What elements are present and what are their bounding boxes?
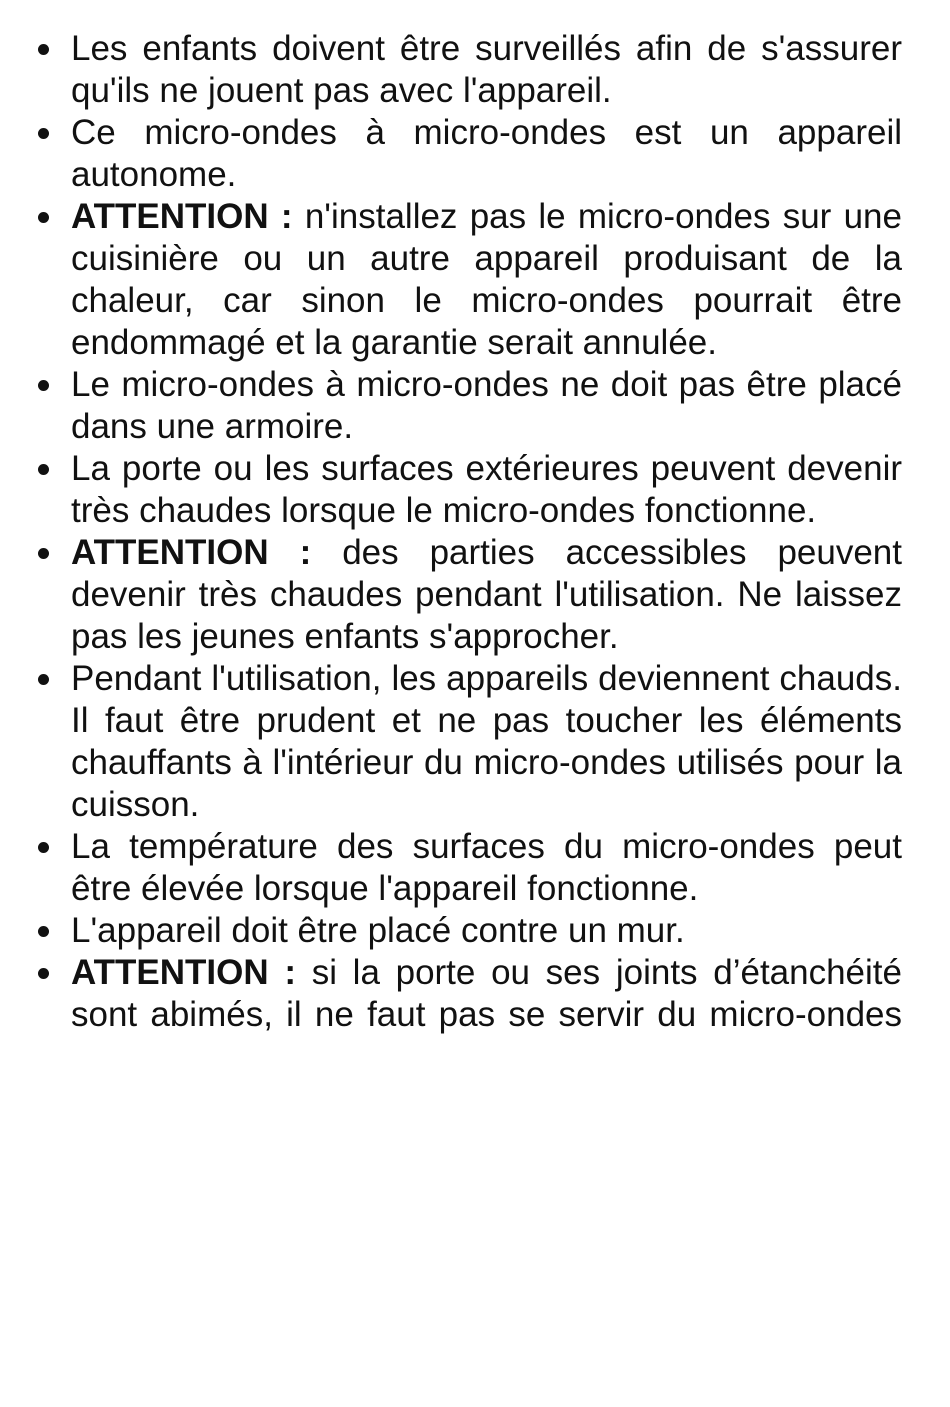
item-text: La température des surfaces du micro-ondes peut être élevée lorsque l'appareil fonctionne. (71, 827, 902, 908)
list-item (36, 28, 902, 112)
list-item (36, 952, 902, 1036)
safety-instructions-list (36, 28, 902, 1036)
list-item (36, 364, 902, 448)
attention-label: ATTENTION : (71, 533, 312, 572)
bullet-icon (38, 128, 49, 139)
item-text: L'appareil doit être placé contre un mur. (71, 911, 685, 950)
bullet-icon (38, 464, 49, 475)
bullet-icon (38, 926, 49, 937)
bullet-icon (38, 548, 49, 559)
bullet-icon (38, 968, 49, 979)
bullet-icon (38, 44, 49, 55)
item-text: Les enfants doivent être surveillés afin de s'assurer qu'ils ne jouent pas avec l'appareil. (71, 29, 902, 110)
item-text: n'installez pas le micro-ondes sur une cuisinière ou un autre appareil produisant de la chaleur, car sinon le micro-ondes pourrait être endommagé et la garantie serait annulée. (71, 197, 902, 362)
bullet-icon (38, 842, 49, 853)
attention-label: ATTENTION : (71, 197, 293, 236)
item-text: Pendant l'utilisation, les appareils deviennent chauds. Il faut être prudent et ne pas toucher les éléments chauffants à l'intérieur du micro-ondes utilisés pour la cuisson. (71, 659, 902, 824)
attention-label: ATTENTION : (71, 953, 297, 992)
item-text: Ce micro-ondes à micro-ondes est un appareil autonome. (71, 113, 902, 194)
list-item (36, 910, 902, 952)
item-text: La porte ou les surfaces extérieures peuvent devenir très chaudes lorsque le micro-ondes fonctionne. (71, 449, 902, 530)
item-text: des parties accessibles peuvent devenir très chaudes pendant l'utilisation. Ne laissez pas les jeunes enfants s'approcher. (71, 533, 902, 656)
item-text: Le micro-ondes à micro-ondes ne doit pas être placé dans une armoire. (71, 365, 902, 446)
list-item (36, 532, 902, 658)
bullet-icon (38, 380, 49, 391)
bullet-icon (38, 212, 49, 223)
list-item (36, 112, 902, 196)
list-item (36, 826, 902, 910)
item-text: si la porte ou ses joints d’étanchéité sont abimés, il ne faut pas se servir du micro-ondes (71, 953, 902, 1034)
list-item (36, 658, 902, 826)
list-item (36, 448, 902, 532)
list-item (36, 196, 902, 364)
bullet-icon (38, 674, 49, 685)
